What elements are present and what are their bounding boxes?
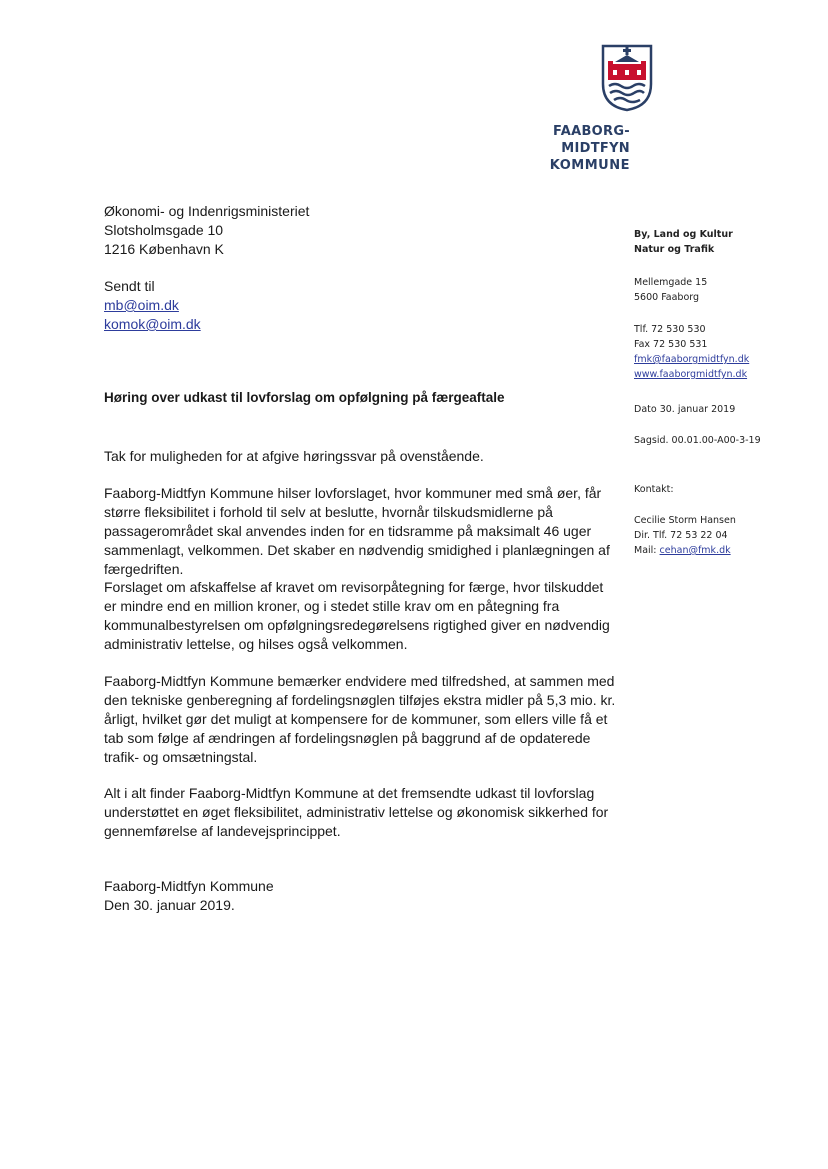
- signature-block: [104, 877, 274, 915]
- municipality-crest-logo: [601, 44, 653, 112]
- department-unit: Natur og Trafik: [634, 244, 715, 255]
- contact-mail-link[interactable]: cehan@fmk.dk: [659, 545, 731, 556]
- sidebar-street: Mellemgade 15: [634, 277, 708, 288]
- body-paragraph-3: Forslaget om afskaffelse af kravet om revisorpåtegning for færge, hvor tilskuddet er mindre end en million kroner, og i stedet stille krav om en påtegning fra kommunalbestyrelsen om opfølgningsredegørelsens rigtighed giver en nødvendig administrativ lettelse, og hilses også velkommen.: [104, 579, 610, 652]
- letter-subject: Høring over udkast til lovforslag om opfølgning på færgeaftale: [104, 390, 505, 405]
- signature-date: Den 30. januar 2019.: [104, 897, 235, 913]
- municipality-name: [488, 123, 630, 174]
- sidebar-phone: Tlf. 72 530 530: [634, 324, 706, 335]
- contact-person: [634, 513, 736, 558]
- sidebar-email-link[interactable]: fmk@faaborgmidtfyn.dk: [634, 354, 750, 365]
- contact-mail-label: Mail:: [634, 545, 657, 556]
- sidebar-department: [634, 227, 733, 257]
- email-link-komok[interactable]: komok@oim.dk: [104, 316, 201, 332]
- body-paragraph-4: Faaborg-Midtfyn Kommune bemærker endvidere med tilfredshed, at sammen med den tekniske genberegning af fordelingsnøglen tilføjes ekstra midler på 5,3 mio. kr. årligt, hvilket gør det muligt at kompensere for de kommuner, som ellers ville få et tab som følge af ændringen af fordelingsnøglen på baggrund af de opdaterede trafik- og omsætningstal.: [104, 673, 616, 765]
- sidebar-city: 5600 Faaborg: [634, 292, 700, 303]
- municipality-name-line2: KOMMUNE: [549, 158, 630, 173]
- sidebar-contact-info: [634, 322, 749, 382]
- signature-org: Faaborg-Midtfyn Kommune: [104, 878, 274, 894]
- contact-label: Kontakt:: [634, 484, 674, 495]
- recipient-address: [104, 202, 309, 259]
- body-paragraph-1: Tak for muligheden for at afgive høringssvar på ovenstående.: [104, 448, 484, 464]
- department-name: By, Land og Kultur: [634, 229, 733, 240]
- sidebar-website-link[interactable]: www.faaborgmidtfyn.dk: [634, 369, 748, 380]
- recipient-city: 1216 København K: [104, 241, 224, 257]
- sent-to-block: [104, 277, 201, 334]
- sidebar-fax: Fax 72 530 531: [634, 339, 708, 350]
- contact-mail-row: [634, 543, 736, 558]
- contact-name: Cecilie Storm Hansen: [634, 515, 736, 526]
- email-link-mb[interactable]: mb@oim.dk: [104, 297, 179, 313]
- recipient-name: Økonomi- og Indenrigsministeriet: [104, 203, 310, 219]
- body-paragraph-2: Faaborg-Midtfyn Kommune hilser lovforslaget, hvor kommuner med små øer, får større fleksibilitet i forhold til selv at beslutte, hvornår tilskudsmidlerne på passagerområdet skal anvendes inden for en tidsramme på maksimalt 46 uger sammenlagt, velkommen. Det skaber en nødvendig smidighed i planlægningen af færgedriften.: [104, 485, 610, 577]
- recipient-street: Slotsholmsgade 10: [104, 222, 224, 238]
- sidebar-address: [634, 275, 707, 305]
- contact-phone: Dir. Tlf. 72 53 22 04: [634, 530, 728, 541]
- letter-date: Dato 30. januar 2019: [634, 404, 736, 415]
- municipality-name-line1: FAABORG-MIDTFYN: [553, 124, 630, 156]
- case-id: Sagsid. 00.01.00-A00-3-19: [634, 435, 761, 446]
- sent-to-label: Sendt til: [104, 278, 155, 294]
- body-paragraph-5: Alt i alt finder Faaborg-Midtfyn Kommune at det fremsendte udkast til lovforslag understøttet en øget fleksibilitet, administrativ lettelse og økonomisk sikkerhed for gennemførelse af landevejsprincippet.: [104, 785, 609, 839]
